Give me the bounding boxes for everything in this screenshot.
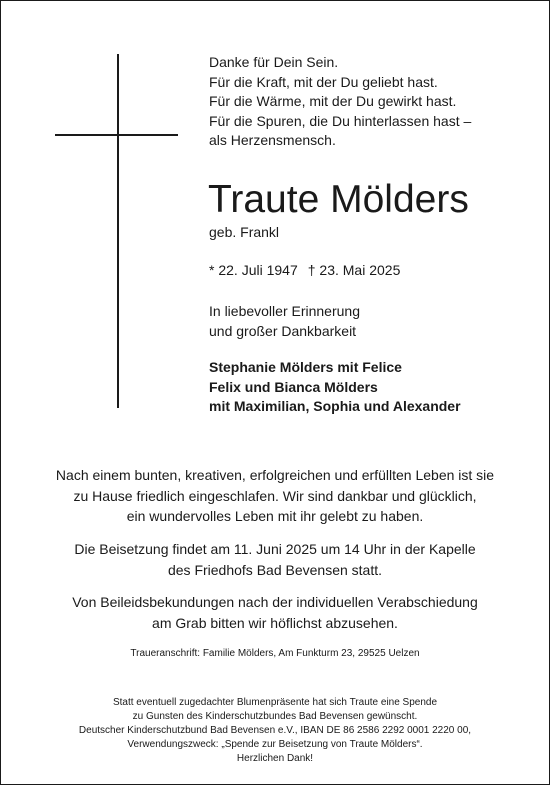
condolences-note: [1, 592, 549, 633]
obituary-line: Nach einem bunten, kreativen, erfolgreichen und erfüllten Leben ist sie: [55, 467, 495, 483]
poem-line: Für die Kraft, mit der Du geliebt hast.: [209, 73, 438, 90]
cross-horizontal-bar: [55, 134, 178, 136]
donation-line: Statt eventuell zugedachter Blumenpräsente hat sich Traute eine Spende: [112, 697, 438, 708]
funeral-line: des Friedhofs Bad Bevensen statt.: [167, 561, 382, 578]
mourner-line: Stephanie Mölders mit Felice: [209, 359, 402, 375]
mourner-line: mit Maximilian, Sophia und Alexander: [209, 398, 461, 414]
maiden-name: geb. Frankl: [209, 224, 280, 240]
donation-note: [1, 696, 549, 766]
birth-date: * 22. Juli 1947: [209, 262, 298, 278]
life-dates: [209, 261, 400, 279]
poem: [209, 53, 529, 151]
mourning-address: [1, 647, 549, 661]
poem-line: Danke für Dein Sein.: [209, 54, 339, 70]
deceased-name: Traute Mölders: [208, 178, 469, 221]
obituary-line: zu Hause friedlich eingeschlafen. Wir sind dankbar und glücklich,: [73, 487, 477, 504]
mourners-list: [209, 358, 461, 417]
donation-line: zu Gunsten des Kinderschutzbundes Bad Bevensen gewünscht.: [132, 711, 418, 722]
mourner-line: Felix und Bianca Mölders: [209, 378, 378, 395]
poem-line: als Herzensmensch.: [209, 132, 336, 148]
poem-line: Für die Wärme, mit der Du gewirkt hast.: [209, 93, 457, 109]
condolences-line: am Grab bitten wir höflichst abzusehen.: [152, 614, 398, 631]
funeral-info: [1, 539, 549, 580]
funeral-line: Die Beisetzung findet am 11. Juni 2025 um 14 Uhr in der Kapelle: [74, 541, 476, 557]
condolences-line: Von Beileidsbekundungen nach der individuellen Verabschiedung: [72, 594, 478, 610]
poem-line: Für die Spuren, die Du hinterlassen hast –: [209, 112, 472, 129]
memory-line: In liebevoller Erinnerung: [209, 303, 360, 319]
donation-line: Deutscher Kinderschutzbund Bad Bevensen e.V., IBAN DE 86 2586 2292 0001 2220 00,: [78, 725, 472, 736]
cross-vertical-bar: [117, 54, 119, 408]
memory-line: und großer Dankbarkeit: [209, 322, 357, 339]
obituary-text: [1, 465, 549, 527]
mourning-address-line: Traueranschrift: Familie Mölders, Am Funkturm 23, 29525 Uelzen: [130, 648, 420, 659]
obituary-line: ein wundervolles Leben mit ihr gelebt zu haben.: [126, 508, 424, 524]
death-date: † 23. Mai 2025: [307, 262, 401, 278]
memory-phrase: [209, 302, 360, 341]
donation-line: Verwendungszweck: „Spende zur Beisetzung von Traute Mölders“.: [127, 739, 423, 750]
donation-line: Herzlichen Dank!: [236, 753, 314, 764]
